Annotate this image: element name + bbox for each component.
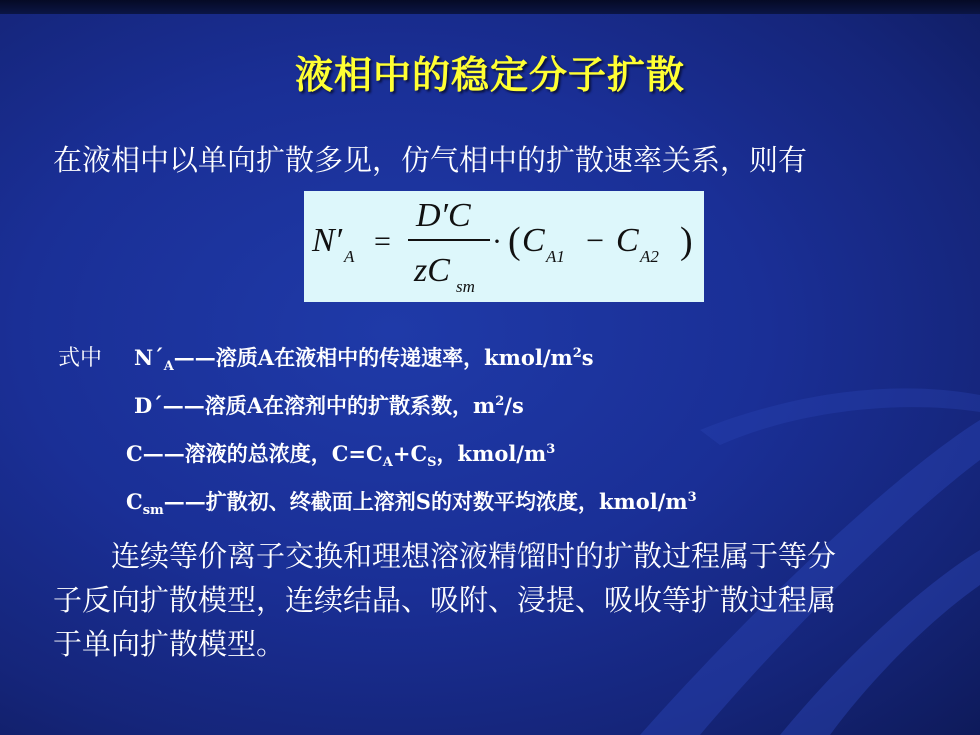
def-symbol: D´	[134, 393, 163, 418]
formula-denominator-sub: sm	[456, 277, 475, 296]
top-dark-bar	[0, 0, 980, 14]
formula-box	[304, 191, 704, 302]
def-unit-sup: 3	[687, 490, 697, 505]
summary-paragraph	[53, 534, 953, 666]
def-symbol: C	[126, 489, 143, 514]
def-symbol: N´	[134, 345, 164, 370]
formula-denominator: zC	[414, 252, 450, 289]
formula-c2: C	[616, 222, 639, 259]
formula-dot: ·	[492, 225, 502, 258]
paragraph-line-3: 于单向扩散模型。	[53, 627, 286, 661]
def-unit-sup: 2	[495, 394, 505, 409]
formula-equation	[304, 191, 704, 302]
formula-c2-sub: A2	[640, 247, 659, 266]
definitions-list	[58, 330, 697, 522]
def-unit-sup: 3	[546, 442, 556, 457]
def-unit-tail: /s	[504, 393, 524, 418]
formula-numerator: D′C	[416, 197, 471, 234]
def-description: ——溶质A在溶剂中的扩散系数，m	[162, 393, 496, 418]
def-description: ——扩散初、终截面上溶剂S的对数平均浓度，kmol/m	[163, 489, 688, 514]
formula-lhs: N′	[312, 222, 343, 259]
definition-row-csm	[58, 474, 697, 522]
def-symbol-sub: sm	[142, 503, 164, 519]
paragraph-line-1	[53, 534, 953, 578]
slide-title: 液相中的稳定分子扩散	[294, 52, 685, 97]
paragraph-line-1-text: 连续等价离子交换和理想溶液精馏时的扩散过程属于等分	[111, 539, 837, 573]
formula-close-paren: )	[680, 220, 693, 262]
definition-row-d	[58, 378, 697, 426]
def-description: ——溶液的总浓度，C=C	[142, 441, 383, 466]
definitions-prefix: 式中	[58, 346, 103, 371]
def-symbol-sub: A	[163, 359, 174, 375]
paragraph-line-2: 子反向扩散模型，连续结晶、吸附、浸提、吸收等扩散过程属	[53, 583, 837, 617]
formula-minus: −	[586, 222, 605, 258]
formula-c1-sub: A1	[546, 247, 565, 266]
formula-c1: C	[522, 222, 545, 259]
formula-lhs-sub: A	[344, 247, 355, 266]
intro-text: 在液相中以单向扩散多见，仿气相中的扩散速率关系，则有	[53, 143, 808, 177]
definition-row-na	[58, 330, 697, 378]
def-mid-sub2: S	[427, 455, 437, 471]
def-symbol: C	[126, 441, 143, 466]
formula-equals: =	[374, 225, 391, 258]
def-description-2: ，kmol/m	[436, 441, 547, 466]
def-description: ——溶质A在液相中的传递速率，kmol/m	[173, 345, 573, 370]
formula-open-paren: (	[508, 220, 521, 262]
def-mid-sub: A	[382, 455, 393, 471]
definition-row-c	[58, 426, 697, 474]
def-unit-sup: 2	[572, 346, 582, 361]
def-unit-tail: s	[581, 345, 594, 370]
def-mid: +C	[392, 441, 428, 466]
